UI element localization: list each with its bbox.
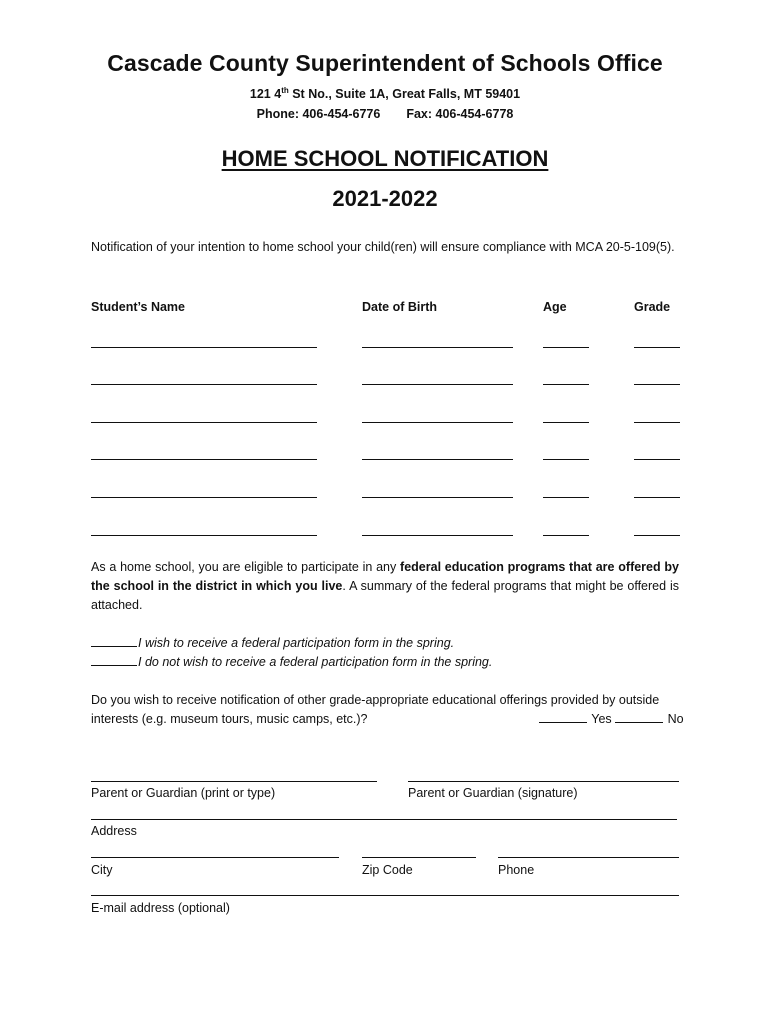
offerings-yes-blank[interactable] [539, 710, 587, 723]
federal-programs-emphasis: federal education programs that are offered by the school in the district in which you live [91, 560, 679, 593]
student-dob-field[interactable] [362, 422, 513, 423]
city-field[interactable] [91, 857, 339, 858]
offerings-yes-no [539, 710, 684, 726]
address-rest: St No., Suite 1A, Great Falls, MT 59401 [288, 87, 521, 102]
student-grade-field[interactable] [634, 384, 680, 385]
office-address [0, 86, 770, 101]
student-age-field[interactable] [543, 347, 589, 348]
student-age-field[interactable] [543, 497, 589, 498]
student-grade-field[interactable] [634, 535, 680, 536]
phone-label: Phone [498, 863, 535, 877]
zip-code-label: Zip Code [362, 863, 413, 877]
column-grade: Grade [634, 300, 671, 314]
column-date-of-birth: Date of Birth [362, 300, 437, 314]
zip-code-field[interactable] [362, 857, 476, 858]
column-student-name: Student’s Name [91, 300, 186, 314]
offerings-no-blank[interactable] [615, 710, 663, 723]
student-age-field[interactable] [543, 422, 589, 423]
address-number: 121 4 [249, 87, 282, 102]
student-dob-field[interactable] [362, 497, 513, 498]
column-age: Age [543, 300, 567, 314]
student-dob-field[interactable] [362, 347, 513, 348]
federal-no-blank[interactable] [91, 653, 137, 666]
office-fax: Fax: 406-454-6778 [406, 107, 514, 121]
student-dob-field[interactable] [362, 535, 513, 536]
student-grade-field[interactable] [634, 422, 680, 423]
student-name-field[interactable] [91, 535, 317, 536]
offerings-no-label: No [667, 712, 684, 726]
office-contact [0, 107, 770, 121]
federal-yes-blank[interactable] [91, 634, 137, 647]
email-field[interactable] [91, 895, 679, 896]
federal-form-yes-option: I wish to receive a federal participation form in the spring. [91, 634, 454, 650]
address-superscript: th [281, 86, 289, 95]
address-field[interactable] [91, 819, 677, 820]
student-name-field[interactable] [91, 384, 317, 385]
federal-programs-paragraph: As a home school, you are eligible to participate in any federal education programs that are offered by the school in the district in which you live. A summary of the federal programs that might be offered is attached. [91, 560, 679, 612]
student-age-field[interactable] [543, 384, 589, 385]
city-label: City [91, 863, 113, 877]
student-dob-field[interactable] [362, 459, 513, 460]
student-grade-field[interactable] [634, 497, 680, 498]
phone-field[interactable] [498, 857, 679, 858]
student-age-field[interactable] [543, 535, 589, 536]
intro-paragraph: Notification of your intention to home school your child(ren) will ensure compliance with MCA 20-5-109(5). [91, 240, 675, 254]
guardian-signature-label: Parent or Guardian (signature) [408, 786, 578, 800]
student-name-field[interactable] [91, 422, 317, 423]
student-dob-field[interactable] [362, 384, 513, 385]
offerings-question: Do you wish to receive notification of other grade-appropriate educational offerings provided by outside interests (e.g. museum tours, music camps, etc.)? [91, 693, 660, 726]
guardian-signature-field[interactable] [408, 781, 679, 782]
student-grade-field[interactable] [634, 347, 680, 348]
student-name-field[interactable] [91, 459, 317, 460]
form-year: 2021-2022 [332, 186, 438, 211]
student-age-field[interactable] [543, 459, 589, 460]
email-label: E-mail address (optional) [91, 901, 230, 915]
offerings-yes-label: Yes [591, 712, 612, 726]
student-name-field[interactable] [91, 347, 317, 348]
guardian-print-name-label: Parent or Guardian (print or type) [91, 786, 276, 800]
student-name-field[interactable] [91, 497, 317, 498]
student-grade-field[interactable] [634, 459, 680, 460]
federal-form-no-option: I do not wish to receive a federal participation form in the spring. [91, 653, 492, 669]
form-title: HOME SCHOOL NOTIFICATION [221, 146, 549, 171]
office-phone: Phone: 406-454-6776 [256, 107, 381, 121]
office-title: Cascade County Superintendent of Schools Office [107, 50, 663, 76]
address-label: Address [91, 824, 137, 838]
guardian-print-name-field[interactable] [91, 781, 377, 782]
